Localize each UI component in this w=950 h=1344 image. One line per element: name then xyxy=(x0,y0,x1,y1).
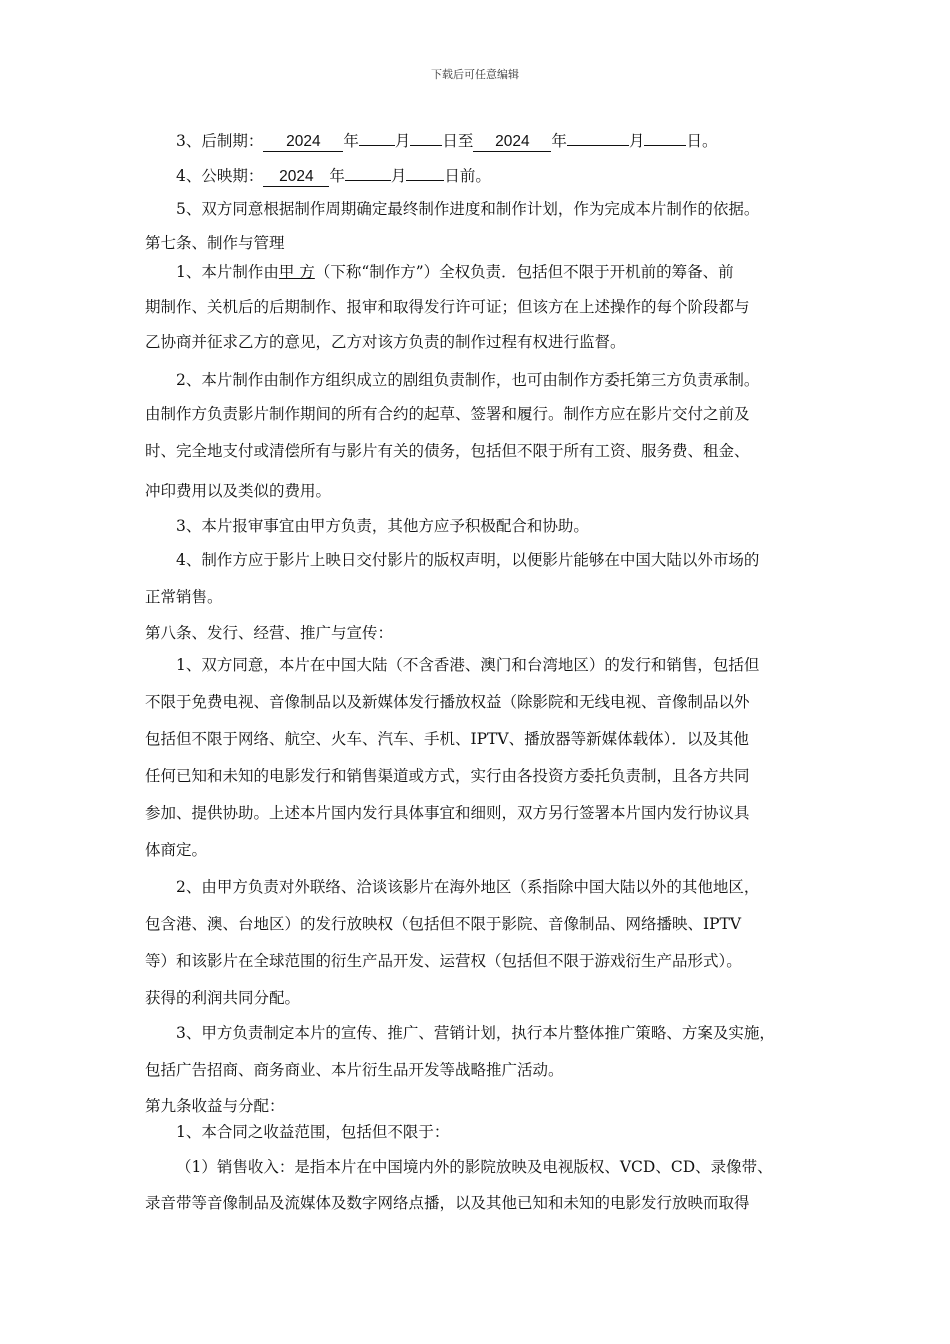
paragraph: 冲印费用以及类似的费用。 xyxy=(145,482,332,500)
post-production-period xyxy=(176,127,810,152)
paragraph: 4、制作方应于影片上映日交付影片的版权声明，以便影片能够在中国大陆以外市场的 xyxy=(176,551,760,569)
text: （下称“制作方”）全权负责．包括但不限于开机前的筹备、前 xyxy=(314,263,734,281)
post-end-day-field[interactable] xyxy=(644,127,686,146)
paragraph: 2、本片制作由制作方组织成立的剧组负责制作，也可由制作方委托第三方负责承制。 xyxy=(176,371,760,389)
month-label: 月 xyxy=(628,132,645,150)
paragraph: 获得的利润共同分配。 xyxy=(145,989,301,1007)
paragraph: 期制作、关机后的后期制作、报审和取得发行许可证；但该方在上述操作的每个阶段都与 xyxy=(145,298,750,316)
year-label: 年 xyxy=(551,132,567,150)
paragraph: 不限于免费电视、音像制品以及新媒体发行播放权益（除影院和无线电视、音像制品以外 xyxy=(145,693,750,711)
day-end-label: 日。 xyxy=(686,132,718,150)
paragraph xyxy=(176,262,810,282)
paragraph: 3、甲方负责制定本片的宣传、推广、营销计划，执行本片整体推广策略、方案及实施， xyxy=(176,1024,775,1042)
paragraph: 包括但不限于网络、航空、火车、汽车、手机、IPTV、播放器等新媒体载体）．以及其他 xyxy=(145,730,749,748)
paragraph: 任何已知和未知的电影发行和销售渠道或方式，实行由各投资方委托负责制，且各方共同 xyxy=(145,767,750,785)
text: 1、本片制作由 xyxy=(176,263,279,281)
party-field: 甲 方 xyxy=(278,263,315,281)
page-header: 下载后可任意编辑 xyxy=(431,68,519,81)
release-month-field[interactable] xyxy=(345,162,391,181)
paragraph: 包含港、澳、台地区）的发行放映权（包括但不限于影院、音像制品、网络播映、IPTV xyxy=(145,915,742,933)
article-9-title: 第九条收益与分配： xyxy=(145,1097,285,1115)
month-label: 月 xyxy=(390,167,407,185)
release-label: 4、公映期： xyxy=(176,167,264,185)
paragraph: 1、双方同意，本片在中国大陆（不含香港、澳门和台湾地区）的发行和销售，包括但 xyxy=(176,656,760,674)
release-period xyxy=(176,162,810,187)
article-7-title: 第七条、制作与管理 xyxy=(145,234,285,252)
paragraph: 时、完全地支付或清偿所有与影片有关的债务，包括但不限于所有工资、服务费、租金、 xyxy=(145,442,750,460)
paragraph: 3、本片报审事宜由甲方负责，其他方应予积极配合和协助。 xyxy=(176,517,589,535)
paragraph: 体商定。 xyxy=(145,841,208,859)
paragraph: 1、本合同之收益范围，包括但不限于： xyxy=(176,1123,450,1141)
year-label: 年 xyxy=(329,167,345,185)
post-end-month-field[interactable] xyxy=(567,127,629,146)
paragraph: 5、双方同意根据制作周期确定最终制作进度和制作计划，作为完成本片制作的依据。 xyxy=(176,200,760,218)
paragraph: 正常销售。 xyxy=(145,588,223,606)
post-label: 3、后制期： xyxy=(176,132,264,150)
release-day-field[interactable] xyxy=(406,162,444,181)
paragraph: 等）和该影片在全球范围的衍生产品开发、运营权（包括但不限于游戏衍生产品形式）。 xyxy=(145,952,742,970)
paragraph: 包括广告招商、商务商业、本片衍生品开发等战略推广活动。 xyxy=(145,1061,564,1079)
paragraph: 乙协商并征求乙方的意见，乙方对该方负责的制作过程有权进行监督。 xyxy=(145,333,626,351)
paragraph: 由制作方负责影片制作期间的所有合约的起草、签署和履行。制作方应在影片交付之前及 xyxy=(145,405,750,423)
to-label: 日至 xyxy=(442,132,474,150)
article-8-title: 第八条、发行、经营、推广与宣传： xyxy=(145,624,394,642)
release-year-field[interactable]: 2024 xyxy=(263,168,329,187)
post-start-year-field[interactable]: 2024 xyxy=(263,133,343,152)
day-end-label: 日前。 xyxy=(444,167,491,185)
post-start-month-field[interactable] xyxy=(359,127,395,146)
post-start-day-field[interactable] xyxy=(410,127,442,146)
month-label: 月 xyxy=(394,132,411,150)
paragraph: 2、由甲方负责对外联络、洽谈该影片在海外地区（系指除中国大陆以外的其他地区， xyxy=(176,878,760,896)
year-label: 年 xyxy=(343,132,359,150)
post-end-year-field[interactable]: 2024 xyxy=(473,133,551,152)
paragraph: 录音带等音像制品及流媒体及数字网络点播，以及其他已知和未知的电影发行放映而取得 xyxy=(145,1194,750,1212)
paragraph: （1）销售收入：是指本片在中国境内外的影院放映及电视版权、VCD、CD、录像带、 xyxy=(176,1158,773,1176)
paragraph: 参加、提供协助。上述本片国内发行具体事宜和细则，双方另行签署本片国内发行协议具 xyxy=(145,804,750,822)
